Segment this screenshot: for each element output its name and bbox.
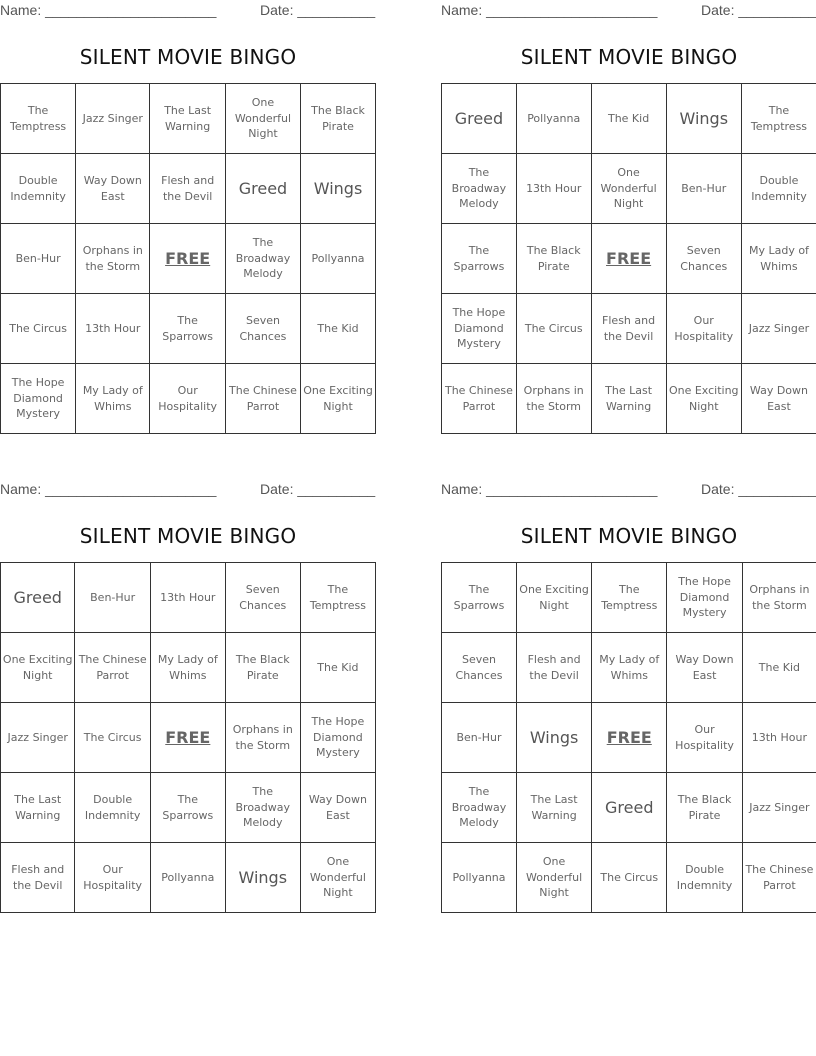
bingo-cell: My Lady of Whims — [76, 364, 150, 434]
free-space-cell: FREE — [150, 703, 225, 773]
bingo-cell: Flesh and the Devil — [591, 294, 666, 364]
bingo-cell: The Temptress — [300, 563, 375, 633]
bingo-cell: The Black Pirate — [516, 224, 591, 294]
bingo-cell: The Hope Diamond Mystery — [667, 563, 742, 633]
bingo-row — [442, 633, 816, 703]
bingo-cell: Way Down East — [76, 154, 150, 224]
card-title: SILENT MOVIE BINGO — [520, 524, 738, 548]
bingo-grid — [441, 83, 816, 434]
bingo-cell: Seven Chances — [666, 224, 741, 294]
free-space-cell: FREE — [591, 224, 666, 294]
name-field-label: Name: ______________________ — [441, 2, 658, 18]
bingo-cell: The Hope Diamond Mystery — [442, 294, 517, 364]
bingo-cell: Seven Chances — [442, 633, 517, 703]
bingo-cell: Way Down East — [300, 773, 375, 843]
bingo-row — [1, 224, 376, 294]
bingo-cell: The Chinese Parrot — [225, 364, 300, 434]
bingo-cell: One Wonderful Night — [591, 154, 666, 224]
name-field-label: Name: ______________________ — [0, 2, 217, 18]
bingo-grid — [0, 83, 376, 434]
bingo-row — [1, 633, 376, 703]
bingo-card-3 — [0, 479, 376, 900]
bingo-row — [442, 84, 816, 154]
bingo-row — [442, 773, 816, 843]
bingo-row — [1, 843, 376, 913]
bingo-cell: The Broadway Melody — [225, 773, 300, 843]
bingo-cell: Wings — [517, 703, 592, 773]
bingo-cell: One Exciting Night — [301, 364, 376, 434]
bingo-cell: Greed — [592, 773, 667, 843]
bingo-cell: Seven Chances — [225, 294, 300, 364]
bingo-cell: Our Hospitality — [666, 294, 741, 364]
bingo-cell: The Kid — [742, 633, 816, 703]
bingo-grid — [441, 562, 816, 913]
bingo-cell: Wings — [225, 843, 300, 913]
bingo-cell: Jazz Singer — [741, 294, 816, 364]
bingo-row — [1, 364, 376, 434]
bingo-cell: The Last Warning — [591, 364, 666, 434]
name-date-line — [441, 479, 816, 501]
bingo-cell: Double Indemnity — [667, 843, 742, 913]
bingo-cell: One Exciting Night — [517, 563, 592, 633]
bingo-cell: 13th Hour — [742, 703, 816, 773]
bingo-cell: Pollyanna — [150, 843, 225, 913]
bingo-cell: Orphans in the Storm — [225, 703, 300, 773]
bingo-cell: Double Indemnity — [75, 773, 150, 843]
bingo-row — [1, 773, 376, 843]
date-field-label: Date: __________ — [260, 481, 376, 497]
bingo-cell: One Exciting Night — [666, 364, 741, 434]
bingo-cell: 13th Hour — [150, 563, 225, 633]
bingo-cell: Ben-Hur — [666, 154, 741, 224]
bingo-cell: Our Hospitality — [75, 843, 150, 913]
bingo-cell: The Circus — [592, 843, 667, 913]
bingo-cell: The Chinese Parrot — [442, 364, 517, 434]
bingo-card-2 — [441, 0, 816, 413]
bingo-cell: Our Hospitality — [667, 703, 742, 773]
bingo-cell: One Wonderful Night — [225, 84, 300, 154]
bingo-cell: Jazz Singer — [1, 703, 75, 773]
bingo-row — [442, 563, 816, 633]
bingo-row — [1, 563, 376, 633]
free-space-cell: FREE — [592, 703, 667, 773]
name-field-label: Name: ______________________ — [0, 481, 217, 497]
bingo-row — [442, 703, 816, 773]
bingo-cell: Double Indemnity — [741, 154, 816, 224]
bingo-cell: Ben-Hur — [442, 703, 517, 773]
bingo-cell: Our Hospitality — [150, 364, 225, 434]
bingo-grid — [0, 562, 376, 913]
name-date-line — [0, 479, 376, 501]
bingo-cell: 13th Hour — [516, 154, 591, 224]
bingo-cell: The Black Pirate — [225, 633, 300, 703]
bingo-row — [442, 843, 816, 913]
bingo-cell: The Chinese Parrot — [742, 843, 816, 913]
bingo-row — [442, 154, 816, 224]
bingo-cell: Flesh and the Devil — [517, 633, 592, 703]
card-title: SILENT MOVIE BINGO — [79, 524, 297, 548]
bingo-cell: One Wonderful Night — [300, 843, 375, 913]
date-field-label: Date: __________ — [701, 481, 816, 497]
bingo-cell: The Kid — [591, 84, 666, 154]
bingo-row — [442, 364, 816, 434]
bingo-cell: Wings — [666, 84, 741, 154]
bingo-cell: Jazz Singer — [76, 84, 150, 154]
bingo-cell: Greed — [1, 563, 75, 633]
bingo-cell: Ben-Hur — [1, 224, 76, 294]
bingo-cell: Wings — [301, 154, 376, 224]
bingo-cell: One Exciting Night — [1, 633, 75, 703]
name-date-line — [0, 0, 376, 22]
bingo-row — [1, 154, 376, 224]
bingo-cell: My Lady of Whims — [150, 633, 225, 703]
bingo-cell: The Circus — [516, 294, 591, 364]
bingo-cell: The Temptress — [592, 563, 667, 633]
bingo-cell: The Temptress — [741, 84, 816, 154]
bingo-cell: Way Down East — [741, 364, 816, 434]
bingo-cell: The Last Warning — [150, 84, 225, 154]
bingo-cell: Greed — [225, 154, 300, 224]
free-space-cell: FREE — [150, 224, 225, 294]
bingo-cell: Seven Chances — [225, 563, 300, 633]
bingo-cell: The Broadway Melody — [442, 154, 517, 224]
bingo-cell: Flesh and the Devil — [150, 154, 225, 224]
bingo-cell: Double Indemnity — [1, 154, 76, 224]
bingo-cell: The Black Pirate — [301, 84, 376, 154]
bingo-cell: The Hope Diamond Mystery — [300, 703, 375, 773]
bingo-cell: Greed — [442, 84, 517, 154]
bingo-cell: My Lady of Whims — [592, 633, 667, 703]
bingo-cell: Way Down East — [667, 633, 742, 703]
bingo-cell: The Sparrows — [150, 294, 225, 364]
bingo-cell: The Kid — [301, 294, 376, 364]
bingo-cell: The Last Warning — [517, 773, 592, 843]
bingo-cell: The Temptress — [1, 84, 76, 154]
bingo-cell: One Wonderful Night — [517, 843, 592, 913]
bingo-cell: The Last Warning — [1, 773, 75, 843]
bingo-cell: The Circus — [1, 294, 76, 364]
bingo-cell: 13th Hour — [76, 294, 150, 364]
bingo-cell: Orphans in the Storm — [76, 224, 150, 294]
bingo-cell: Pollyanna — [516, 84, 591, 154]
bingo-cell: The Circus — [75, 703, 150, 773]
date-field-label: Date: __________ — [701, 2, 816, 18]
bingo-cell: The Sparrows — [442, 563, 517, 633]
card-title: SILENT MOVIE BINGO — [79, 45, 297, 69]
bingo-card-4 — [441, 479, 816, 900]
bingo-cell: The Sparrows — [150, 773, 225, 843]
bingo-cell: The Broadway Melody — [442, 773, 517, 843]
bingo-row — [442, 224, 816, 294]
bingo-cell: Pollyanna — [442, 843, 517, 913]
bingo-cell: Orphans in the Storm — [742, 563, 816, 633]
bingo-cell: Jazz Singer — [742, 773, 816, 843]
bingo-row — [442, 294, 816, 364]
bingo-cell: Orphans in the Storm — [516, 364, 591, 434]
bingo-row — [1, 294, 376, 364]
name-field-label: Name: ______________________ — [441, 481, 658, 497]
bingo-cell: Pollyanna — [301, 224, 376, 294]
bingo-row — [1, 703, 376, 773]
bingo-cell: The Sparrows — [442, 224, 517, 294]
bingo-cell: The Chinese Parrot — [75, 633, 150, 703]
name-date-line — [441, 0, 816, 22]
date-field-label: Date: __________ — [260, 2, 376, 18]
bingo-cell: Ben-Hur — [75, 563, 150, 633]
bingo-card-1 — [0, 0, 376, 421]
bingo-cell: The Hope Diamond Mystery — [1, 364, 76, 434]
bingo-cell: The Kid — [300, 633, 375, 703]
bingo-cell: The Broadway Melody — [225, 224, 300, 294]
bingo-row — [1, 84, 376, 154]
bingo-cell: My Lady of Whims — [741, 224, 816, 294]
bingo-cell: The Black Pirate — [667, 773, 742, 843]
card-title: SILENT MOVIE BINGO — [520, 45, 738, 69]
bingo-cell: Flesh and the Devil — [1, 843, 75, 913]
